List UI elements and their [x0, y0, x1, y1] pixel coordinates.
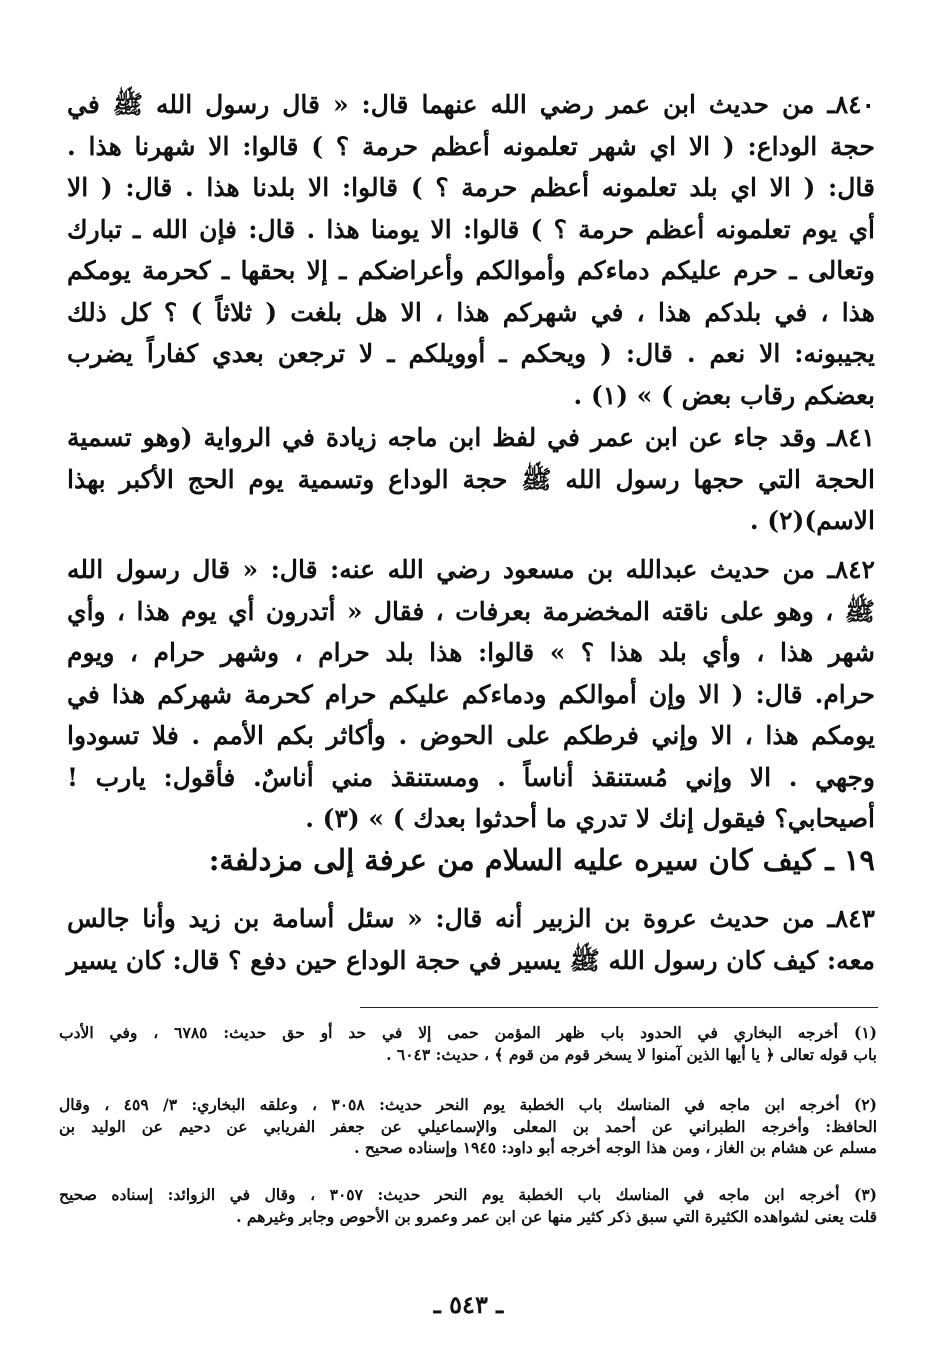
footnote-3	[59, 1184, 877, 1227]
section-heading: ١٩ ـ كيف كان سيره عليه السلام من عرفة إلى مزدلفة:	[208, 843, 875, 877]
text-line: يجيبونه: الا نعم . قال: ( ويحكم ـ أوويلكم ـ لا ترجعن بعدي كفاراً يضرب	[67, 339, 875, 368]
footnote-line: (١) أخرجه البخاري في الحدود باب ظهر المؤمن حمى إلا في حد أو حق حديث: ٦٧٨٥ ، وفي الأدب	[59, 1023, 877, 1042]
hadith-840-paragraph	[67, 84, 875, 416]
text-line: ٨٤٣ـ من حديث عروة بن الزبير أنه قال: « سئل أسامة بن زيد وأنا جالس	[67, 904, 875, 933]
text-line: معه: كيف كان رسول الله ﷺ يسير في حجة الوداع حين دفع ؟ قال: كان يسير	[66, 945, 875, 975]
text-line: ٨٤٠ـ من حديث ابن عمر رضي الله عنهما قال: « قال رسول الله ﷺ في	[67, 90, 875, 119]
footnote-line: (٣) أخرجه ابن ماجه في المناسك باب الخطبة يوم النحر حديث: ٣٠٥٧ ، وقال في الزوائد: إسناده صحيح	[59, 1185, 877, 1204]
footnote-2	[59, 1094, 877, 1159]
hadith-841-paragraph	[67, 417, 875, 542]
text-line: أصيحابي؟ فيقول إنك لا تدري ما أحدثوا بعدك ) » (٣) .	[305, 804, 875, 833]
footnote-divider	[360, 1007, 878, 1008]
text-line: وجهي . الا وإني مُستنقذ أناساً . ومستنقذ مني أناسٌ. فأقول: يارب !	[67, 762, 875, 792]
text-line: أي يوم تعلمونه أعظم حرمة ؟ ) قالوا: الا يومنا هذا . قال: فإن الله ـ تبارك	[67, 214, 875, 244]
footnote-line: باب قوله تعالى ﴿ يا أيها الذين آمنوا لا يسخر قوم من قوم ﴾ ، حديث: ٦٠٤٣ .	[386, 1044, 877, 1064]
text-line: الاسم)(٢) .	[749, 506, 875, 535]
text-line: قال: ( الا اي بلد تعلمونه أعظم حرمة ؟ ) قالوا: الا بلدنا هذا . قال: ( الا	[67, 173, 875, 202]
hadith-842-paragraph	[67, 549, 875, 840]
footnote-line: مسلم عن هشام بن الغاز ، ومن هذا الوجه أخرجه أبو داود: ١٩٤٥ وإسناده صحيح .	[354, 1138, 877, 1157]
text-line: بعضكم رقاب بعض ) » (١) .	[573, 380, 875, 410]
text-line: ٨٤١ـ وقد جاء عن ابن عمر في لفظ ابن ماجه زيادة في الرواية (وهو تسمية	[67, 423, 875, 452]
footnote-line: قلت يعنى لشواهده الكثيرة التي سبق ذكر كثير منها عن ابن عمر وعمرو بن الأحوص وجابر وغيرهم .	[236, 1206, 877, 1226]
text-line: حجة الوداع: ( الا اي شهر تعلمونه أعظم حرمة ؟ ) قالوا: الا شهرنا هذا .	[67, 131, 875, 161]
text-line: يومكم هذا ، الا وإني فرطكم على الحوض . وأكاثر بكم الأمم . فلا تسودوا	[67, 721, 875, 750]
footnote-line: (٢) أخرجه ابن ماجه في المناسك باب الخطبة يوم النحر حديث: ٣٠٥٨ ، وعلقه البخاري: ٣/ ٤٥٩ ، وقال	[59, 1095, 877, 1114]
footnote-line: الحافظ: وأخرجه الطبراني عن أحمد بن المعلى والإسماعيلي عن جعفر الفريابي عن دحيم عن الوليد بن	[59, 1116, 877, 1136]
footnote-1	[59, 1022, 877, 1065]
text-line: حرام. قال: ( الا وإن أموالكم ودماءكم عليكم حرام كحرمة شهركم هذا في	[67, 679, 875, 709]
text-line: شهر هذا ، وأي بلد هذا ؟ » قالوا: هذا بلد حرام ، وشهر حرام ، ويوم	[67, 638, 875, 667]
text-line: ٨٤٢ـ من حديث عبدالله بن مسعود رضي الله عنه: قال: « قال رسول الله	[67, 555, 875, 584]
page-number: ـ ٥٤٣ ـ	[433, 1290, 504, 1319]
text-line: هذا ، في بلدكم هذا ، في شهركم هذا ، الا هل بلغت ( ثلاثاً ) ؟ كل ذلك	[67, 297, 875, 327]
hadith-843-paragraph	[67, 898, 875, 981]
text-line: ﷺ ، وهو على ناقته المخضرمة بعرفات ، فقال « أتدرون أي يوم هذا ، وأي	[67, 596, 875, 626]
text-line: وتعالى ـ حرم عليكم دماءكم وأموالكم وأعراضكم ـ إلا بحقها ـ كحرمة يومكم	[67, 256, 875, 285]
text-line: الحجة التي حجها رسول الله ﷺ حجة الوداع وتسمية يوم الحج الأكبر بهذا	[67, 464, 875, 494]
